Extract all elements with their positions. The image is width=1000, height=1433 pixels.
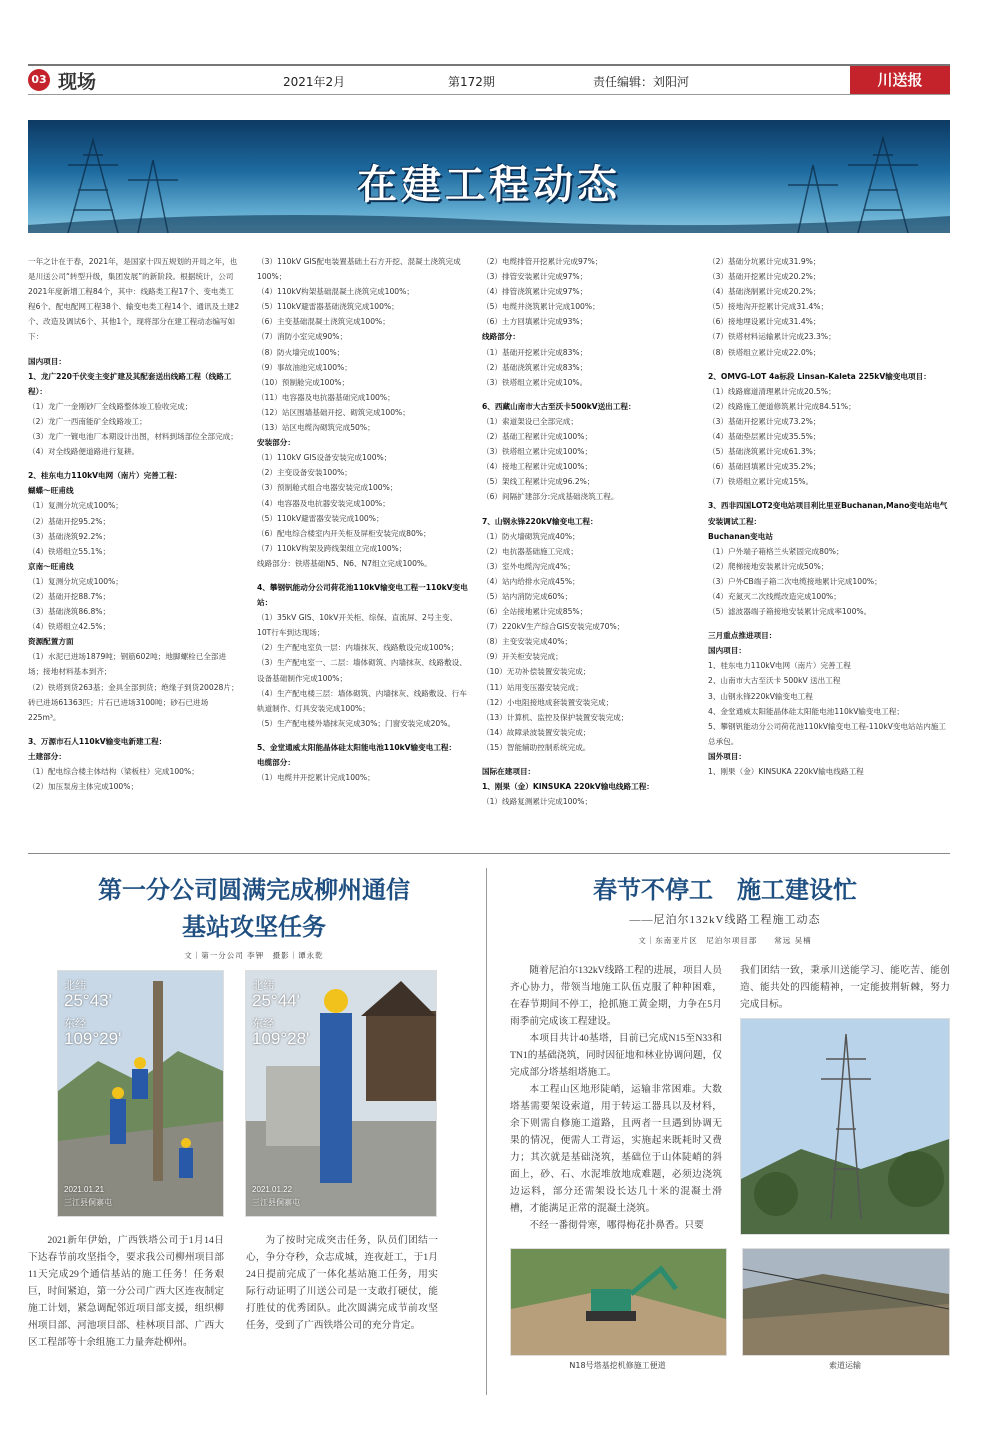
column-heading: 国外项目：: [708, 751, 746, 761]
article-title-line-2: 基站攻坚任务: [182, 913, 326, 941]
column-paragraph: （6）全站接地累计完成85%；: [482, 607, 588, 617]
column-heading: 2、桂东电力110kV电网（南片）完善工程：: [28, 471, 182, 481]
photo2-date: 2021.01.22: [252, 1185, 293, 1194]
column-paragraph: （8）主变安装完成40%；: [482, 637, 573, 647]
column-paragraph: （6）间隔扩建部分:完成基础浇筑工程。: [482, 492, 619, 502]
column-paragraph: （3）预制舱式组合电器安装完成100%；: [257, 483, 398, 493]
photo2-lat: 25°44': [252, 991, 300, 1010]
column-heading: 7、山钢永锋220kV输变电工程：: [482, 516, 598, 526]
column-paragraph: （12）小电阻接地成套装置安装完成；: [482, 697, 614, 707]
column-heading: 蝴蝶～旺甫线: [28, 486, 74, 496]
column-heading: 1、龙广220千伏变主变扩建及其配套送出线路工程（线路工程）：: [28, 371, 232, 396]
column-paragraph: （7）消防小室完成90%；: [257, 332, 348, 342]
column-paragraph: （7）铁塔材料运输累计完成23.3%；: [708, 332, 836, 342]
photo-caption-ropeway: 索道运输: [829, 1361, 861, 1370]
column-paragraph: （2）基础浇筑累计完成83%；: [482, 362, 588, 372]
column-paragraph: （5）滤波器端子箱接地安装累计完成率100%。: [708, 607, 872, 617]
column-paragraph: （3）龙广一镀电池厂本期设计出图，材料到场部位全部完成；: [28, 432, 238, 442]
column-paragraph: （6）土方回填累计完成93%；: [482, 317, 588, 327]
photo2-lat-label: 北纬: [252, 980, 274, 992]
photo2-place: 三江县侗寨屯: [252, 1198, 300, 1207]
column-paragraph: （1）龙广一金刚砂厂全线路整体竣工验收完成；: [28, 401, 193, 411]
right-article-para-1: 随着尼泊尔132kV线路工程的进展，项目人员齐心协力，带领当地施工队伍克服了种种困难，在春节期间不停工，抢抓施工黄金期，力争在5月雨季前完成该工程建设。: [510, 965, 722, 1027]
column-paragraph: （6）配电综合楼室内开关柜及屏柜安装完成80%；: [257, 528, 431, 538]
worker-pole-photo: [57, 970, 224, 1217]
editor-credit: 责任编辑：刘阳河: [593, 75, 690, 89]
column-heading: 5、金堂通威太阳能晶体硅太阳能电池110kV输变电工程：: [257, 742, 457, 752]
column-paragraph: 1、刚果（金）KINSUKA 220kV输电线路工程: [708, 767, 864, 776]
column-paragraph: （3）基础开挖累计完成20.2%；: [708, 272, 821, 282]
column-paragraph: 线路部分：铁塔基础N5、N6、N7组立完成100%。: [257, 558, 432, 568]
column-paragraph: （2）铁塔到货263基；金具全部到货；绝缘子到货20028片；砖已进场61363匹；片石已进场3100吨；砂石已进场225m³。: [28, 682, 239, 722]
column-paragraph: （1）户外端子箱格兰头紧固完成80%；: [708, 546, 844, 556]
article-byline: 文｜第一分公司 李钾 摄影｜谭永乾: [184, 951, 324, 960]
column-paragraph: 3、山钢永锋220kV输变电工程: [708, 691, 813, 701]
spacer: [28, 345, 240, 354]
column-paragraph: （4）站内给排水完成45%；: [482, 576, 580, 586]
column-paragraph: （2）电缆排管开挖累计完成97%；: [482, 257, 603, 266]
right-article-para-5: 我们团结一致，秉承川送能学习、能吃苦、能创造、能共处的四能精神，一定能披荆斩棘，努力完成目标。: [740, 965, 950, 1010]
column-paragraph: （6）基础回填累计完成35.2%；: [708, 462, 821, 472]
column-paragraph: （4）排管浇筑累计完成97%；: [482, 287, 588, 297]
photo-illustration: [741, 1019, 949, 1234]
column-paragraph: （4）接地工程累计完成100%；: [482, 462, 593, 472]
column-paragraph: （7）110kV构架及跨线架组立完成100%；: [257, 543, 407, 553]
column-heading: 3、万源市石人110kV输变电新建工程：: [28, 736, 167, 746]
column-paragraph: （4）对全线路便道路进行复耕。: [28, 447, 140, 457]
column-paragraph: （3）基础浇筑86.8%；: [28, 607, 111, 617]
column-paragraph: （1）电缆井开挖累计完成100%；: [257, 773, 375, 783]
right-article-para-2: 本项目共计40基塔，目前已完成N15至N33和TN1的基础浇筑，同时因征地和林业协调问题，仅完成部分塔基组塔施工。: [510, 1033, 722, 1078]
column-paragraph: （8）防火墙完成100%；: [257, 347, 345, 357]
column-paragraph: （3）110kV GIS配电装置基础土石方开挖、混凝土浇筑完成100%；: [257, 257, 461, 282]
column-paragraph: （1）110kV GIS设备安装完成100%；: [257, 453, 392, 463]
photo1-date: 2021.01.21: [64, 1185, 105, 1194]
column-paragraph: （5）站内消防完成60%；: [482, 591, 573, 601]
column-paragraph: （8）铁塔组立累计完成22.0%；: [708, 347, 821, 357]
left-article-para-1: 2021新年伊始，广西铁塔公司于1月14日下达春节前攻坚指令，要求我公司柳州项目部11天完成29个通信基站的施工任务！任务艰巨，时间紧迫，第一分公司广西大区连夜制定施工计划，紧急调配邻近项目部支援，组织柳州项目部、河池项目部、桂林项目部、广西大区工程部等十余组施工力量奔赴柳州。: [28, 1235, 224, 1348]
column-paragraph: （4）生产配电楼三层：墙体砌筑、内墙抹灰、线路敷设、行车轨道制作、灯具安装完成100%；: [257, 688, 467, 713]
column-heading: 三月重点推进项目：: [708, 631, 777, 641]
column-heading: 土建部分：: [28, 751, 66, 761]
column-paragraph: （2）基础开挖95.2%；: [28, 516, 111, 526]
issue-date: 2021年2月: [283, 75, 346, 89]
column-paragraph: （14）故障录波装置安装完成；: [482, 727, 591, 737]
column-paragraph: （2）爬梯接地安装累计完成50%；: [708, 561, 829, 571]
section-divider: [28, 853, 950, 854]
column-paragraph: （5）架线工程累计完成96.2%；: [482, 477, 595, 487]
column-heading: Buchanan变电站: [708, 531, 773, 541]
column-paragraph: （13）计算机、监控及保护装置安装完成；: [482, 712, 629, 722]
photo2-lon: 109°28': [252, 1029, 310, 1048]
column-paragraph: （1）线路廊道清理累计完成20.5%；: [708, 386, 836, 396]
column-paragraph: （1）35kV GIS、10kV开关柜、综保、直流屏、2号主变、10T行车到达现场；: [257, 613, 458, 638]
column-heading: 1、刚果（金）KINSUKA 220kV输电线路工程：: [482, 782, 654, 792]
column-paragraph: （2）生产配电室负一层：内墙抹灰、线路敷设完成100%；: [257, 643, 459, 653]
right-article-para-4: 不经一番彻骨寒，哪得梅花扑鼻香。只要: [529, 1220, 704, 1231]
column-paragraph: （2）基础分坑累计完成31.9%；: [708, 257, 821, 266]
page-header: [28, 64, 950, 95]
photo-caption-excavator: N18号塔基挖机修施工便道: [569, 1361, 666, 1370]
column-paragraph: （3）基础浇筑92.2%；: [28, 531, 111, 541]
photo1-lon-label: 东经: [64, 1018, 86, 1030]
column-paragraph: （3）铁塔组立累计完成10%。: [482, 377, 588, 387]
right-article-para-3: 本工程山区地形陡峭，运输非常困难。大数塔基需要架设索道，用于转运工器具以及材料，余下则需自修施工道路，且两者一旦遇到协调无果的情况，便需人工背运，实施起来既耗时又费力；其次就是基础浇筑，基础位于山体陡峭的斜面上，砂、石、水泥堆放地成难题，必须边浇筑边运料，部分还需架设长达几十米的混凝土滑槽，才能满足正常的混凝土浇筑。: [510, 1084, 722, 1214]
ropeway-photo: [742, 1248, 950, 1356]
column-paragraph: （1）复测分坑完成100%；: [28, 501, 123, 511]
column-paragraph: （3）生产配电室一、二层：墙体砌筑、内墙抹灰、线路敷设、设备基础制作完成100%；: [257, 658, 467, 683]
column-heading: 资源配置方面: [28, 637, 74, 647]
column-paragraph: （11）站用变压器安装完成；: [482, 682, 583, 692]
column-paragraph: （3）户外CB端子箱二次电缆接地累计完成100%；: [708, 576, 882, 586]
column-paragraph: （10）无功补偿装置安装完成；: [482, 667, 591, 677]
spacer: [482, 755, 694, 764]
column-paragraph: 1、桂东电力110kV电网（南片）完善工程: [708, 661, 851, 671]
column-3: [482, 254, 694, 809]
column-paragraph: （2）线路施工便道修筑累计完成84.51%；: [708, 401, 856, 411]
column-paragraph: （3）排管安装累计完成97%；: [482, 272, 588, 282]
spacer: [708, 619, 948, 628]
column-paragraph: （1）复测分坑完成100%；: [28, 576, 123, 586]
column-paragraph: 5、攀钢钒能动分公司荷花池110kV输变电工程-110kV变电站站内施工总承包。: [708, 721, 946, 746]
column-paragraph: （4）铁塔组立42.5%；: [28, 622, 111, 632]
column-paragraph: （10）预制舱完成100%；: [257, 377, 350, 387]
newspaper-logo: 川送报: [850, 66, 950, 94]
column-paragraph: （7）铁塔组立累计完成15%。: [708, 477, 814, 487]
column-paragraph: （5）110kV避雷器安装完成100%；: [257, 513, 384, 523]
spacer: [482, 505, 694, 514]
column-2: [257, 254, 469, 785]
column-paragraph: （4）电容器及电抗器安装完成100%；: [257, 498, 390, 508]
column-paragraph: （13）站区电缆沟砌筑完成50%；: [257, 423, 375, 433]
column-heading: 京南～旺甫线: [28, 561, 74, 571]
column-heading: 6、西藏山南市大古至沃卡500kV送出工程：: [482, 401, 636, 411]
column-paragraph: （4）110kV构架基础混凝土浇筑完成100%；: [257, 287, 414, 297]
column-paragraph: （1）线路复测累计完成100%；: [482, 797, 593, 807]
column-heading: 电缆部分：: [257, 758, 295, 767]
column-paragraph: （3）基础开挖累计完成73.2%；: [708, 416, 821, 426]
column-paragraph: （9）事故油池完成100%；: [257, 362, 352, 372]
left-article-header: [28, 872, 480, 961]
column-paragraph: （2）主变设备安装100%；: [257, 468, 352, 478]
column-paragraph: （2）龙广一西南能矿全线路竣工；: [28, 416, 147, 426]
column-paragraph: （5）生产配电楼外墙抹灰完成30%；门窗安装完成20%。: [257, 718, 456, 728]
photo-illustration: [743, 1249, 949, 1355]
column-paragraph: （11）电容器及电抗器基础完成100%；: [257, 392, 395, 402]
column-heading: 国际在建项目：: [482, 767, 536, 776]
article-subtitle: ——尼泊尔132kV线路工程施工动态: [629, 914, 821, 926]
column-paragraph: （3）铁塔组立累计完成100%；: [482, 447, 593, 457]
column-paragraph: （1）水泥已进场1879吨；钢筋602吨；地脚螺栓已全部进场；接地材料基本到齐；: [28, 652, 227, 677]
column-paragraph: 4、金堂通威太阳能晶体硅太阳能电池110kV输变电工程；: [708, 706, 904, 716]
right-article-header: [500, 872, 950, 946]
column-heading: 安装部分：: [257, 438, 295, 448]
left-article-para-2: 为了按时完成突击任务，队员们团结一心，争分夺秒，众志成城，连夜赶工，于1月24日提前完成了一体化基站施工任务，用实际行动证明了川送公司是一支敢打硬仗，能打胜仗的优秀团队。此次圆满完成节前攻坚任务，受到了广西铁塔公司的充分肯定。: [246, 1235, 438, 1331]
column-paragraph: （4）铁塔组立55.1%；: [28, 546, 111, 556]
section-banner: [28, 120, 950, 233]
photo1-place: 三江县侗寨屯: [64, 1198, 112, 1207]
column-paragraph: （3）室外电缆沟完成4%；: [482, 561, 575, 571]
column-paragraph: （5）基础浇筑累计完成61.3%；: [708, 447, 821, 457]
right-article-body: [510, 962, 722, 1234]
column-paragraph: （4）基础垫层累计完成35.5%；: [708, 432, 821, 442]
column-paragraph: （1）防火墙砌筑完成40%；: [482, 531, 580, 541]
issue-number: 第172期: [448, 75, 495, 89]
spacer: [28, 725, 240, 734]
excavator-photo: [510, 1248, 727, 1356]
column-paragraph: （2）电抗器基础施工完成；: [482, 546, 578, 556]
column-paragraph: （5）接地沟开挖累计完成31.4%；: [708, 302, 829, 312]
transmission-tower-photo: [740, 1018, 950, 1235]
column-paragraph: （9）开关柜安装完成；: [482, 652, 563, 662]
column-heading: 2、OMVG-LOT 4a标段 Linsan-Kaleta 225kV输变电项目：: [708, 371, 931, 381]
column-paragraph: （4）充氮灭二次线缆改造完成100%；: [708, 591, 841, 601]
photo-illustration: [511, 1249, 726, 1355]
column-4: [708, 254, 948, 779]
column-paragraph: （15）智能辅助控制系统完成。: [482, 742, 591, 752]
section-name: 现场: [58, 71, 97, 93]
column-paragraph: 2、山南市大古至沃卡 500kV 送出工程: [708, 676, 841, 686]
article-title: 春节不停工 施工建设忙: [593, 876, 857, 904]
column-heading: 国内项目：: [708, 646, 746, 656]
column-paragraph: （6）主变基础混凝土浇筑完成100%；: [257, 317, 390, 327]
column-heading: 3、西非四国LOT2变电站项目利比里亚Buchanan,Mano变电站电气安装调试工程：: [708, 501, 948, 526]
spacer: [482, 390, 694, 399]
spacer: [708, 489, 948, 498]
column-paragraph: （12）站区围墙基础开挖、砌筑完成100%；: [257, 407, 410, 417]
photo1-lon: 109°29': [64, 1029, 122, 1048]
article-byline: 文｜东南亚片区 尼泊尔项目部 常远 吴楠: [638, 936, 812, 945]
photo1-lat-label: 北纬: [64, 980, 86, 992]
column-paragraph: （7）220kV生产综合GIS安装完成70%；: [482, 622, 625, 632]
column-1: [28, 254, 240, 794]
column-paragraph: （5）110kV避雷器基础浇筑完成100%；: [257, 302, 399, 312]
column-paragraph: （2）基础工程累计完成100%；: [482, 432, 593, 442]
spacer: [708, 360, 948, 369]
column-heading: 国内项目：: [28, 356, 66, 366]
banner-title: 在建工程动态: [357, 162, 621, 208]
column-paragraph: （4）基础浇制累计完成20.2%；: [708, 287, 821, 297]
column-paragraph: （6）接地埋设累计完成31.4%；: [708, 317, 821, 327]
spacer: [257, 731, 469, 740]
column-heading: 线路部分：: [482, 332, 520, 342]
column-paragraph: （2）加压泵房主体完成100%；: [28, 782, 139, 792]
column-paragraph: （1）索道架设已全部完成；: [482, 416, 578, 426]
column-paragraph: （1）配电综合楼主体结构（梁板柱）完成100%；: [28, 767, 199, 776]
spacer: [257, 571, 469, 580]
spacer: [28, 459, 240, 468]
article-title-line-1: 第一分公司圆满完成柳州通信: [98, 876, 410, 904]
column-paragraph: （5）电缆井浇筑累计完成100%；: [482, 302, 600, 312]
column-paragraph: （1）基础开挖累计完成83%；: [482, 347, 588, 357]
column-paragraph: （2）基础开挖88.7%；: [28, 591, 111, 601]
column-divider: [486, 868, 487, 1395]
column-heading: 4、攀钢钒能动分公司荷花池110kV输变电工程一110kV变电站：: [257, 582, 468, 608]
page-number-badge: 03: [28, 69, 50, 91]
photo2-lon-label: 东经: [252, 1018, 274, 1030]
worker-cabinet-photo: [245, 970, 437, 1217]
photo1-lat: 25°43': [64, 991, 112, 1010]
column-paragraph: 一年之计在于春，2021年，是国家十四五规划的开局之年，也是川送公司“转型升级，集团发展”的新阶段。根据统计，公司2021年度新增工程84个，其中：线路类工程17个、变电类工程6个、配电配网工程38个、输变电类工程14个、通讯及土建2个、改造及调试6个、其他1个，现将部分在建工程动态编写如下：: [28, 257, 240, 342]
